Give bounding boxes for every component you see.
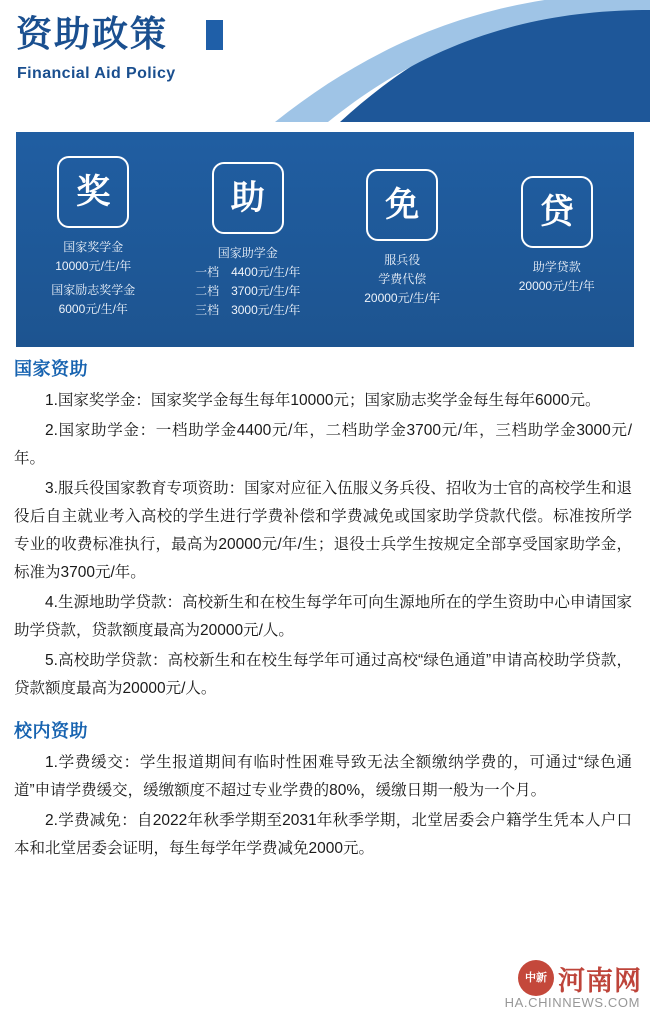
- banner-column-loan: [480, 132, 635, 347]
- title-accent-square: [206, 20, 223, 50]
- paragraph: 5.高校助学贷款：高校新生和在校生每学年可通过高校“绿色通道”申请高校助学贷款，贷款额度最高为20000元/人。: [14, 652, 632, 697]
- paragraph: 2.学费减免：自2022年秋季学期至2031年秋季学期，北堂居委会户籍学生凭本人户口本和北堂居委会证明，每生每学年学费减免2000元。: [14, 812, 632, 857]
- banner-column-text: [171, 244, 326, 320]
- banner-line: 助学贷款: [532, 260, 581, 274]
- banner-glyph-box: 免: [366, 169, 438, 241]
- banner-column-text: [325, 251, 480, 308]
- banner-line: 三档 3000元/生/年: [195, 303, 301, 317]
- page-header: [0, 0, 650, 122]
- paragraph: 4.生源地助学贷款：高校新生和在校生每学年可向生源地所在的学生资助中心申请国家助学贷款，贷款额度最高为20000元/人。: [14, 594, 632, 639]
- banner-column-text: [480, 258, 635, 296]
- section-title-campus-aid: 校内资助: [14, 721, 88, 741]
- header-decoration: [220, 0, 650, 122]
- banner-line: 一档 4400元/生/年: [195, 265, 301, 279]
- paragraph: 3.服兵役国家教育专项资助：国家对应征入伍服义务兵役、招收为士官的高校学生和退役后自主就业考入高校的学生进行学费补偿和学费减免或国家助学贷款代偿。标准按所学专业的收费标准执行，最高为20000元/年/生；退役士兵学生按规定全部享受国家助学金，标准为3700元/年。: [14, 480, 632, 581]
- banner-line: 10000元/生/年: [55, 259, 132, 273]
- section-title-national-aid: 国家资助: [14, 359, 88, 379]
- banner-line: 二档 3700元/生/年: [195, 284, 301, 298]
- banner-column-military-exemption: [325, 132, 480, 347]
- banner-glyph-box: 奖: [57, 156, 129, 228]
- watermark-logo-icon: 中新: [518, 960, 554, 996]
- page-subtitle: Financial Aid Policy: [17, 65, 176, 82]
- paragraph: 2.国家助学金：一档助学金4400元/年，二档助学金3700元/年，三档助学金3000元/年。: [14, 422, 632, 467]
- banner-line: 20000元/生/年: [518, 279, 595, 293]
- banner-line: 服兵役: [384, 253, 421, 267]
- aid-summary-banner: [16, 132, 634, 347]
- article-body: [0, 355, 650, 865]
- banner-column-scholarship: [16, 132, 171, 347]
- banner-column-text: [16, 238, 171, 319]
- banner-line: 国家奖学金: [63, 240, 124, 254]
- banner-line: 国家励志奖学金: [51, 283, 136, 297]
- banner-line: 国家助学金: [217, 246, 278, 260]
- paragraph: 1.国家奖学金：国家奖学金每生每年10000元；国家励志奖学金每生每年6000元。: [45, 392, 601, 409]
- banner-line: 学费代偿: [378, 272, 427, 286]
- banner-glyph-box: 贷: [521, 176, 593, 248]
- banner-glyph-box: 助: [212, 162, 284, 234]
- paragraph: 1.学费缓交：学生报道期间有临时性困难导致无法全额缴纳学费的，可通过“绿色通道”申请学费缓交，缓缴额度不超过专业学费的80%，缓缴日期一般为一个月。: [14, 754, 632, 799]
- page-title: 资助政策: [16, 13, 169, 54]
- banner-line: 20000元/生/年: [364, 291, 441, 305]
- banner-line: 6000元/生/年: [58, 302, 128, 316]
- banner-column-grant: [171, 132, 326, 347]
- watermark-site-name: 河南网: [558, 966, 642, 996]
- watermark-url: HA.CHINNEWS.COM: [504, 995, 640, 1010]
- watermark: [504, 960, 642, 1010]
